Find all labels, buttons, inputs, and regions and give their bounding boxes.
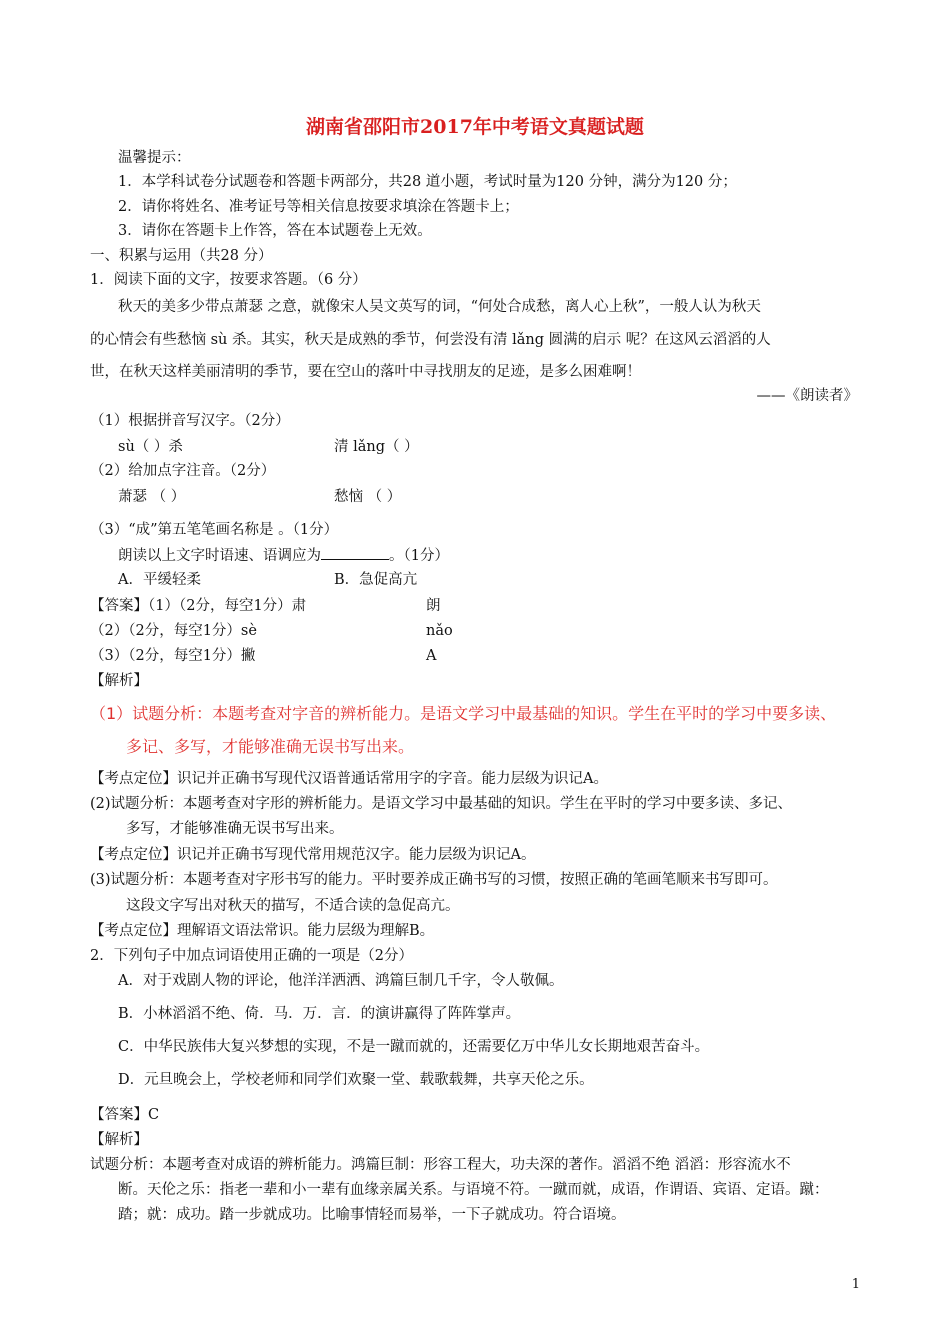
section-heading: 一、积累与运用（共28 分） bbox=[90, 248, 273, 264]
sub-question: （2）给加点字注音。（2分） bbox=[90, 463, 276, 479]
passage-line: 世，在秋天这样美丽清明的季节，要在空山的落叶中寻找朋友的足迹，是多么困难啊！ bbox=[90, 364, 641, 380]
option: A．对于戏剧人物的评论，他洋洋洒洒、鸿篇巨制几千字，令人敬佩。 bbox=[118, 973, 564, 989]
analysis-highlight: 多记、多写，才能够准确无误书写出来。 bbox=[126, 737, 415, 756]
tip-item: 1．本学科试卷分试题卷和答题卡两部分，共28 道小题，考试时量为120 分钟，满分为120 分； bbox=[118, 174, 737, 190]
option: D．元旦晚会上，学校老师和同学们欢聚一堂、载歌载舞，共享天伦之乐。 bbox=[118, 1072, 594, 1088]
analysis-line: 踏；就：成功。踏一步就成功。比喻事情轻而易举，一下子就成功。符合语境。 bbox=[118, 1207, 626, 1223]
knowledge-point: 【考点定位】理解语文语法常识。能力层级为理解B。 bbox=[90, 923, 435, 939]
analysis-line: 这段文字写出对秋天的描写，不适合读的急促高亢。 bbox=[126, 898, 460, 914]
analysis-line: 试题分析：本题考查对成语的辨析能力。鸿篇巨制：形容工程大，功夫深的著作。滔滔不绝 滔滔：形容流水不 bbox=[90, 1157, 791, 1173]
answer-line: （2）（2分，每空1分）sè bbox=[90, 623, 257, 639]
page-number: 1 bbox=[851, 1277, 860, 1292]
analysis-line: 断。天伦之乐：指老一辈和小一辈有血缘亲属关系。与语境不符。一蹴而就，成语，作谓语、宾语、定语。蹴： bbox=[118, 1182, 829, 1198]
fill-blank: 清 lǎng（ ） bbox=[334, 439, 419, 455]
option: C．中华民族伟大复兴梦想的实现，不是一蹴而就的，还需要亿万中华儿女长期地艰苦奋斗。 bbox=[118, 1039, 710, 1055]
knowledge-point: 【考点定位】识记并正确书写现代汉语普通话常用字的字音。能力层级为识记A。 bbox=[90, 771, 608, 787]
question-stem: 2．下列句子中加点词语使用正确的一项是（2分） bbox=[90, 948, 413, 964]
option: B．小林滔滔不绝、倚．马．万．言．的演讲赢得了阵阵掌声。 bbox=[118, 1006, 521, 1022]
answer-value: 朗 bbox=[426, 598, 441, 614]
answer-value: nǎo bbox=[426, 623, 453, 639]
fill-blank: 萧瑟 （ ） bbox=[118, 489, 186, 505]
passage-line: 的心情会有些愁恼 sù 杀。其实，秋天是成熟的季节，何尝没有清 lǎng 圆满的启示 呢？在这风云滔滔的人 bbox=[90, 332, 771, 348]
answer-line: 【答案】（1）（2分，每空1分）肃 bbox=[90, 598, 307, 614]
answer-line: 【答案】C bbox=[90, 1107, 160, 1123]
answer-blank bbox=[321, 545, 389, 560]
tip-item: 3．请你在答题卡上作答，答在本试题卷上无效。 bbox=[118, 223, 432, 239]
sub-question bbox=[118, 545, 449, 566]
page-title: 湖南省邵阳市2017年中考语文真题试题 bbox=[306, 116, 644, 138]
analysis-line: (3)试题分析：本题考查对字形书写的能力。平时要养成正确书写的习惯，按照正确的笔画笔顺来书写即可。 bbox=[90, 872, 778, 888]
answer-value: A bbox=[426, 648, 437, 664]
knowledge-point: 【考点定位】识记并正确书写现代常用规范汉字。能力层级为识记A。 bbox=[90, 847, 536, 863]
fill-blank: 愁恼 （ ） bbox=[334, 489, 402, 505]
sub-question-end: 。（1分） bbox=[389, 548, 449, 564]
option: A．平缓轻柔 bbox=[118, 572, 201, 588]
analysis-label: 【解析】 bbox=[90, 1132, 148, 1148]
passage-line: 秋天的美多少带点萧瑟 之意，就像宋人吴文英写的词，“何处合成愁，离人心上秋”，一般人认为秋天 bbox=[118, 299, 761, 315]
sub-question-text: 朗读以上文字时语速、语调应为 bbox=[118, 548, 321, 564]
fill-blank: sù（ ）杀 bbox=[118, 439, 183, 455]
analysis-label: 【解析】 bbox=[90, 673, 148, 689]
tip-item: 2．请你将姓名、准考证号等相关信息按要求填涂在答题卡上； bbox=[118, 199, 519, 215]
passage-source: ——《朗读者》 bbox=[756, 388, 858, 404]
sub-question: （1）根据拼音写汉字。（2分） bbox=[90, 413, 290, 429]
answer-line: （3）（2分，每空1分）撇 bbox=[90, 648, 256, 664]
analysis-line: 多写，才能够准确无误书写出来。 bbox=[126, 821, 344, 837]
tips-heading: 温馨提示： bbox=[118, 150, 191, 166]
analysis-highlight: （1）试题分析：本题考查对字音的辨析能力。是语文学习中最基础的知识。学生在平时的学习中要多读、 bbox=[90, 704, 837, 723]
option: B．急促高亢 bbox=[334, 572, 418, 588]
analysis-line: (2)试题分析：本题考查对字形的辨析能力。是语文学习中最基础的知识。学生在平时的学习中要多读、多记、 bbox=[90, 796, 793, 812]
question-stem: 1．阅读下面的文字，按要求答题。（6 分） bbox=[90, 272, 367, 288]
sub-question: （3）“成”第五笔笔画名称是 。（1分） bbox=[90, 522, 339, 538]
